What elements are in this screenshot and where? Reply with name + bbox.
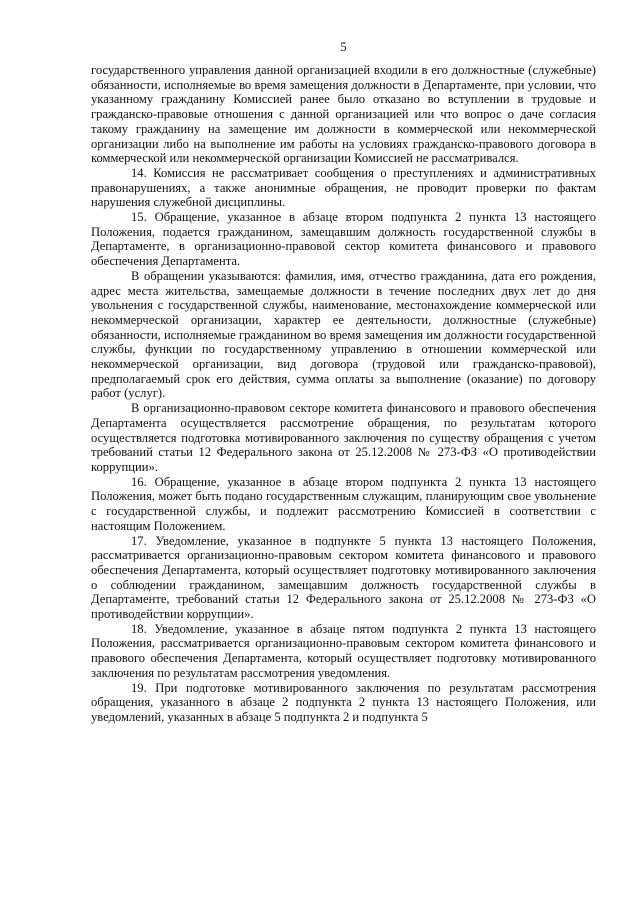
paragraph-continuation: государственного управления данной организацией входили в его должностные (служебные) обязанности, исполняемые во время замещения должности в Департаменте, при условии, что указанному гражданину Комиссией ранее было отказано во вступлении в трудовые и гражданско-правовые отношения с данной организацией или что вопрос о даче согласия такому гражданину на замещение им должности в коммерческой или некоммерческой организации либо на выполнение им работы на условиях гражданско-правового договора в коммерческой или некоммерческой организации Комиссией не рассматривался. [91,63,596,166]
paragraph-17: 17. Уведомление, указанное в подпункте 5 пункта 13 настоящего Положения, рассматривается организационно-правовым сектором комитета финансового и правового обеспечения Департамента, который осуществляет подготовку мотивированного заключения о соблюдении гражданином, замещавшим должность государственной службы в Департаменте, требований статьи 12 Федерального закона от 25.12.2008 № 273-ФЗ «О противодействии коррупции». [91,533,596,622]
paragraph-15-contents: В обращении указываются: фамилия, имя, отчество гражданина, дата его рождения, адрес места жительства, замещаемые должности в течение последних двух лет до дня увольнения с государственной службы, наименование, местонахождение коммерческой или некоммерческой организации, характер ее деятельности, должностные (служебные) обязанности, исполняемые гражданином во время замещения им должности государственной службы, функции по государственному управлению в отношении коммерческой или некоммерческой организации, вид договора (трудовой или гражданско-правовой), предполагаемый срок его действия, сумма оплаты за выполнение (оказание) по договору работ (услуг). [91,268,596,401]
paragraph-15: 15. Обращение, указанное в абзаце втором подпункта 2 пункта 13 настоящего Положения, подается гражданином, замещавшим должность государственной службы в Департаменте, в организационно-правовой сектор комитета финансового и правового обеспечения Департамента. [91,210,596,269]
paragraph-16: 16. Обращение, указанное в абзаце втором подпункта 2 пункта 13 настоящего Положения, может быть подано государственным служащим, планирующим свое увольнение с государственной службы, и подлежит рассмотрению Комиссией в соответствии с настоящим Положением. [91,474,596,533]
page-number: 5 [340,40,347,54]
paragraph-15-review: В организационно-правовом секторе комитета финансового и правового обеспечения Департамента осуществляется рассмотрение обращения, по результатам которого осуществляется подготовка мотивированного заключения по существу обращения с учетом требований статьи 12 Федерального закона от 25.12.2008 № 273-ФЗ «О противодействии коррупции». [91,401,596,474]
paragraph-19: 19. При подготовке мотивированного заключения по результатам рассмотрения обращения, указанного в абзаце 2 подпункта 2 пункта 13 настоящего Положения, или уведомлений, указанных в абзаце 5 подпункта 2 и подпункта 5 [91,680,596,724]
paragraph-14: 14. Комиссия не рассматривает сообщения о преступлениях и административных правонарушениях, а также анонимные обращения, не проводит проверки по фактам нарушения служебной дисциплины. [91,165,596,210]
paragraph-18: 18. Уведомление, указанное в абзаце пятом подпункта 2 пункта 13 настоящего Положения, рассматривается организационно-правовым сектором комитета финансового и правового обеспечения Департамента, который осуществляет подготовку мотивированного заключения по результатам рассмотрения уведомления. [91,621,596,680]
